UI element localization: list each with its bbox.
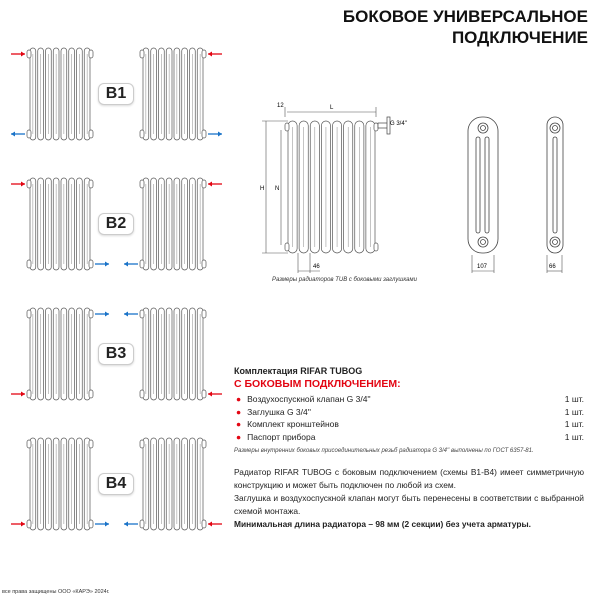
bullet-icon: ●: [236, 394, 242, 405]
return-arrow-icon: [124, 312, 138, 317]
kit-item-name: Комплект кронштейнов: [247, 419, 339, 430]
kit-item-name: Заглушка G 3/4'': [247, 406, 311, 417]
title-line-2: ПОДКЛЮЧЕНИЕ: [451, 28, 588, 47]
scheme-label: B3: [98, 343, 134, 365]
supply-arrow-icon: [11, 392, 25, 397]
kit-subheading: С БОКОВЫМ ПОДКЛЮЧЕНИЕМ:: [234, 378, 401, 390]
description-p3: Минимальная длина радиатора – 98 мм (2 секции) без учета арматуры.: [234, 519, 531, 529]
supply-arrow-icon: [11, 522, 25, 527]
kit-item-qty: 1 шт.: [564, 406, 584, 417]
bullet-icon: ●: [236, 431, 242, 442]
radiator-front-view: [285, 117, 390, 253]
dim-N: N: [275, 186, 280, 192]
radiator-side-view-66: [547, 117, 563, 253]
kit-item-qty: 1 шт.: [564, 394, 584, 405]
description-p2: Заглушка и воздухоспускной клапан могут быть перенесены в соответствии с выбранной схемой монтажа.: [234, 493, 584, 516]
kit-item-name: Воздухоспускной клапан G 3/4'': [247, 394, 371, 405]
supply-arrow-icon: [208, 392, 222, 397]
kit-item: [234, 406, 584, 419]
return-arrow-icon: [95, 262, 109, 267]
kit-section: [234, 366, 584, 454]
title-line-1: БОКОВОЕ УНИВЕРСАЛЬНОЕ: [342, 7, 588, 26]
drawing-caption: Размеры радиаторов TUB с боковыми заглушками: [272, 277, 417, 283]
supply-arrow-icon: [11, 52, 25, 57]
description-p1: Радиатор RIFAR TUBOG с боковым подключением (схемы B1-B4) имеет симметричную конструкцию и может быть подключен по любой из схем.: [234, 467, 584, 490]
dim-66: 66: [549, 264, 556, 270]
dim-107: 107: [477, 264, 488, 270]
kit-item: [234, 431, 584, 444]
return-arrow-icon: [124, 262, 138, 267]
return-arrow-icon: [95, 522, 109, 527]
return-arrow-icon: [95, 312, 109, 317]
scheme-label: B1: [98, 83, 134, 105]
radiator-side-view-107: [468, 117, 498, 253]
dimension-drawing: [250, 95, 600, 275]
scheme-label: B4: [98, 473, 134, 495]
kit-note: Размеры внутренних боковых присоединительных резьб радиатора G 3/4'' выполнены по ГОСТ 6357-81.: [234, 448, 534, 454]
dim-12: 12: [277, 103, 284, 109]
page-title: [343, 6, 588, 48]
kit-item: [234, 418, 584, 431]
kit-item: [234, 393, 584, 406]
supply-arrow-icon: [208, 52, 222, 57]
return-arrow-icon: [124, 522, 138, 527]
kit-item-qty: 1 шт.: [564, 419, 584, 430]
bullet-icon: ●: [236, 406, 242, 417]
bullet-icon: ●: [236, 419, 242, 430]
dim-H: H: [260, 186, 265, 192]
supply-arrow-icon: [208, 522, 222, 527]
kit-item-qty: 1 шт.: [564, 431, 584, 442]
description: [234, 466, 584, 531]
supply-arrow-icon: [11, 182, 25, 187]
return-arrow-icon: [11, 132, 25, 137]
kit-list: [234, 393, 584, 443]
dim-L: L: [330, 105, 334, 111]
kit-item-name: Паспорт прибора: [247, 431, 316, 442]
scheme-label: B2: [98, 213, 134, 235]
kit-heading: Комплектация RIFAR TUBOG: [234, 366, 363, 376]
copyright-footer: все права защищены ООО «КАРЭ» 2024г.: [2, 589, 110, 595]
dim-46: 46: [313, 264, 320, 270]
return-arrow-icon: [208, 132, 222, 137]
supply-arrow-icon: [208, 182, 222, 187]
dim-G: G 3/4'': [390, 121, 407, 127]
